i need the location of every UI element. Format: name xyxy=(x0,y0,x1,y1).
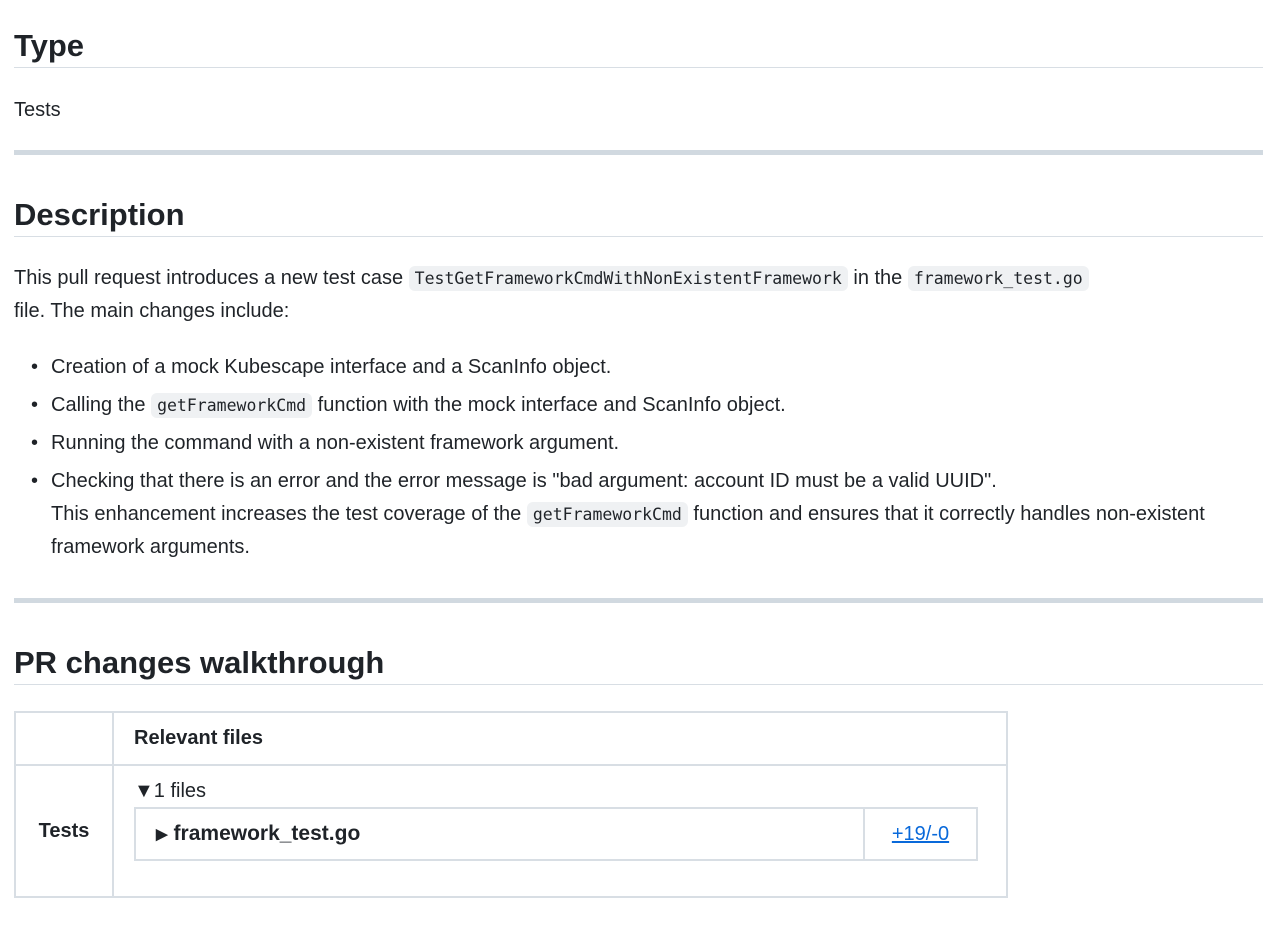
intro-text: in the xyxy=(847,267,908,289)
file-name-code: framework_test.go xyxy=(908,266,1089,291)
intro-text: This pull request introduces a new test case xyxy=(14,267,409,289)
test-name-code: TestGetFrameworkCmdWithNonExistentFramework xyxy=(409,266,848,291)
empty-header-cell xyxy=(15,712,113,765)
list-item: • Creation of a mock Kubescape interface and a ScanInfo object. xyxy=(31,356,612,378)
function-code: getFrameworkCmd xyxy=(151,393,312,418)
walkthrough-heading: PR changes walkthrough xyxy=(14,641,1263,685)
walkthrough-table xyxy=(14,711,1008,898)
list-item-text: This enhancement increases the test coverage of the xyxy=(51,503,527,525)
list-item-text: Running the command with a non-existent framework argument. xyxy=(51,432,620,454)
changes-list xyxy=(30,351,1263,564)
list-item: • Checking that there is an error and the error message is "bad argument: account ID must be a valid UUID". This enhancement increases the test coverage of the getFrameworkCmd function and ensures that it correctly handles non-existent framework arguments. xyxy=(31,470,1205,558)
description-intro xyxy=(14,262,1263,327)
intro-text: file. The main changes include: xyxy=(14,300,290,322)
file-row xyxy=(134,807,978,861)
function-code: getFrameworkCmd xyxy=(527,502,688,527)
category-label: Tests xyxy=(15,765,113,897)
list-item-text: Creation of a mock Kubescape interface and a ScanInfo object. xyxy=(51,356,612,378)
triangle-down-icon: ▼ xyxy=(134,780,154,802)
type-heading: Type xyxy=(14,24,1263,68)
list-item: • Running the command with a non-existent framework argument. xyxy=(31,432,620,454)
file-toggle[interactable] xyxy=(136,809,863,859)
description-heading: Description xyxy=(14,193,1263,237)
list-item-text: function with the mock interface and ScanInfo object. xyxy=(312,394,786,416)
relevant-files-header: Relevant files xyxy=(113,712,1007,765)
files-summary-toggle[interactable] xyxy=(114,780,1006,803)
list-item-text: Checking that there is an error and the error message is "bad argument: account ID must be a valid UUID". xyxy=(51,470,997,492)
file-name: framework_test.go xyxy=(173,822,361,845)
type-value: Tests xyxy=(14,99,61,121)
list-item-text: Calling the xyxy=(51,394,152,416)
triangle-right-icon: ▶ xyxy=(156,826,168,843)
list-item-text: function and ensures that it correctly handles non-existent framework arguments. xyxy=(51,503,1205,558)
file-changes-link[interactable]: +19/-0 xyxy=(891,822,950,845)
files-summary-label: 1 files xyxy=(153,780,207,802)
list-item: • Calling the getFrameworkCmd function with the mock interface and ScanInfo object. xyxy=(31,394,786,416)
